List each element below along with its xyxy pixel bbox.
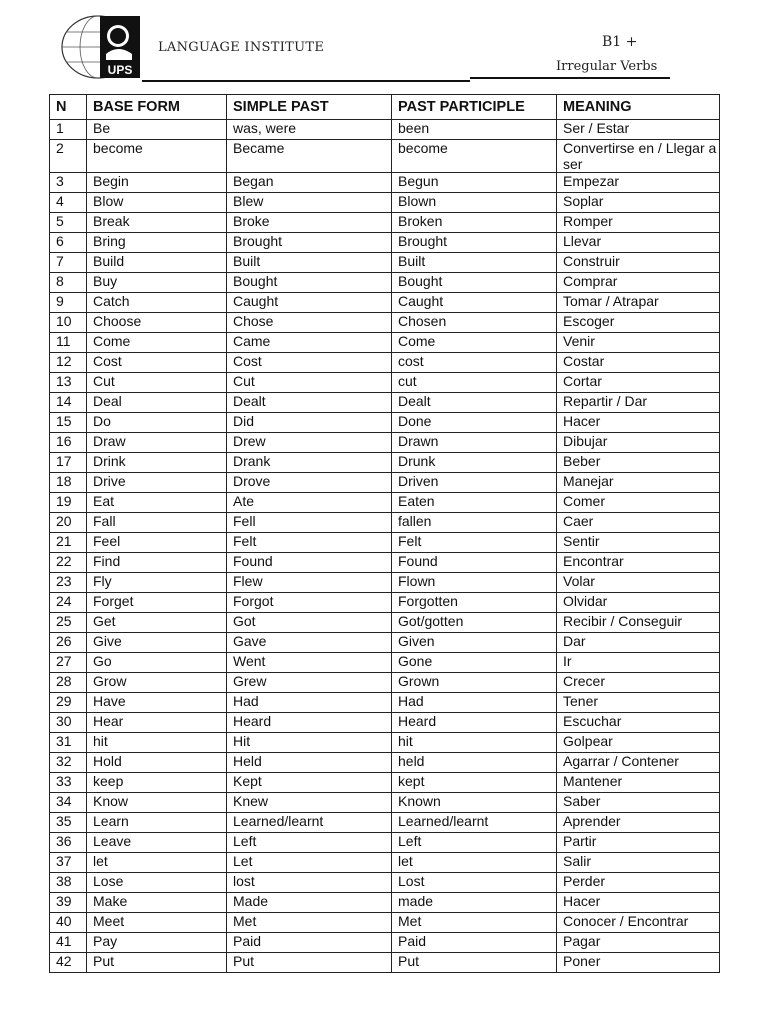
- simple-past-cell: Let: [227, 853, 392, 873]
- document-header: [0, 0, 768, 92]
- base-form-cell: Learn: [87, 813, 227, 833]
- simple-past-cell: Hit: [227, 733, 392, 753]
- table-row: [50, 373, 720, 393]
- past-participle-cell: Drunk: [392, 453, 557, 473]
- meaning-cell: Caer: [557, 513, 720, 533]
- past-participle-cell: become: [392, 140, 557, 173]
- simple-past-cell: Paid: [227, 933, 392, 953]
- simple-past-cell: Put: [227, 953, 392, 973]
- meaning-cell: Aprender: [557, 813, 720, 833]
- header-rule-right: [470, 77, 670, 79]
- row-number: 33: [50, 773, 87, 793]
- row-number: 3: [50, 173, 87, 193]
- table-row: [50, 933, 720, 953]
- past-participle-cell: Bought: [392, 273, 557, 293]
- meaning-cell: Conocer / Encontrar: [557, 913, 720, 933]
- meaning-cell: Hacer: [557, 413, 720, 433]
- table-row: [50, 473, 720, 493]
- table-row: [50, 213, 720, 233]
- simple-past-cell: Began: [227, 173, 392, 193]
- column-header-simple-past: SIMPLE PAST: [227, 95, 392, 120]
- row-number: 27: [50, 653, 87, 673]
- meaning-cell: Encontrar: [557, 553, 720, 573]
- simple-past-cell: Flew: [227, 573, 392, 593]
- meaning-cell: Venir: [557, 333, 720, 353]
- table-row: [50, 120, 720, 140]
- base-form-cell: keep: [87, 773, 227, 793]
- past-participle-cell: Put: [392, 953, 557, 973]
- meaning-cell: Mantener: [557, 773, 720, 793]
- table-row: [50, 613, 720, 633]
- header-rule: [142, 80, 470, 82]
- row-number: 38: [50, 873, 87, 893]
- base-form-cell: Cut: [87, 373, 227, 393]
- row-number: 5: [50, 213, 87, 233]
- base-form-cell: Pay: [87, 933, 227, 953]
- meaning-cell: Cortar: [557, 373, 720, 393]
- past-participle-cell: Chosen: [392, 313, 557, 333]
- simple-past-cell: Grew: [227, 673, 392, 693]
- meaning-cell: Perder: [557, 873, 720, 893]
- past-participle-cell: Lost: [392, 873, 557, 893]
- meaning-cell: Sentir: [557, 533, 720, 553]
- table-row: [50, 653, 720, 673]
- base-form-cell: Leave: [87, 833, 227, 853]
- past-participle-cell: cut: [392, 373, 557, 393]
- meaning-cell: Costar: [557, 353, 720, 373]
- past-participle-cell: Driven: [392, 473, 557, 493]
- row-number: 7: [50, 253, 87, 273]
- base-form-cell: Hold: [87, 753, 227, 773]
- meaning-cell: Ser / Estar: [557, 120, 720, 140]
- row-number: 40: [50, 913, 87, 933]
- document-subtitle: Irregular Verbs: [556, 59, 658, 74]
- base-form-cell: Blow: [87, 193, 227, 213]
- simple-past-cell: Broke: [227, 213, 392, 233]
- simple-past-cell: Became: [227, 140, 392, 173]
- base-form-cell: Buy: [87, 273, 227, 293]
- table-row: [50, 553, 720, 573]
- simple-past-cell: Felt: [227, 533, 392, 553]
- base-form-cell: Grow: [87, 673, 227, 693]
- row-number: 31: [50, 733, 87, 753]
- simple-past-cell: Caught: [227, 293, 392, 313]
- past-participle-cell: Heard: [392, 713, 557, 733]
- past-participle-cell: Felt: [392, 533, 557, 553]
- institute-name: LANGUAGE INSTITUTE: [158, 40, 325, 55]
- meaning-cell: Construir: [557, 253, 720, 273]
- meaning-cell: Golpear: [557, 733, 720, 753]
- table-row: [50, 193, 720, 213]
- simple-past-cell: Met: [227, 913, 392, 933]
- row-number: 2: [50, 140, 87, 173]
- simple-past-cell: Held: [227, 753, 392, 773]
- table-row: [50, 753, 720, 773]
- base-form-cell: Catch: [87, 293, 227, 313]
- simple-past-cell: Drew: [227, 433, 392, 453]
- meaning-cell: Repartir / Dar: [557, 393, 720, 413]
- row-number: 41: [50, 933, 87, 953]
- base-form-cell: let: [87, 853, 227, 873]
- table-row: [50, 333, 720, 353]
- table-row: [50, 593, 720, 613]
- simple-past-cell: Learned/learnt: [227, 813, 392, 833]
- past-participle-cell: Blown: [392, 193, 557, 213]
- past-participle-cell: Forgotten: [392, 593, 557, 613]
- row-number: 25: [50, 613, 87, 633]
- base-form-cell: Fall: [87, 513, 227, 533]
- simple-past-cell: Went: [227, 653, 392, 673]
- base-form-cell: Meet: [87, 913, 227, 933]
- row-number: 42: [50, 953, 87, 973]
- past-participle-cell: Caught: [392, 293, 557, 313]
- meaning-cell: Saber: [557, 793, 720, 813]
- row-number: 4: [50, 193, 87, 213]
- meaning-cell: Escoger: [557, 313, 720, 333]
- meaning-cell: Partir: [557, 833, 720, 853]
- past-participle-cell: made: [392, 893, 557, 913]
- simple-past-cell: was, were: [227, 120, 392, 140]
- meaning-cell: Llevar: [557, 233, 720, 253]
- base-form-cell: Do: [87, 413, 227, 433]
- simple-past-cell: lost: [227, 873, 392, 893]
- base-form-cell: Find: [87, 553, 227, 573]
- past-participle-cell: Got/gotten: [392, 613, 557, 633]
- past-participle-cell: Gone: [392, 653, 557, 673]
- simple-past-cell: Chose: [227, 313, 392, 333]
- row-number: 9: [50, 293, 87, 313]
- simple-past-cell: Drank: [227, 453, 392, 473]
- table-row: [50, 813, 720, 833]
- past-participle-cell: Dealt: [392, 393, 557, 413]
- simple-past-cell: Made: [227, 893, 392, 913]
- table-row: [50, 673, 720, 693]
- row-number: 15: [50, 413, 87, 433]
- base-form-cell: Get: [87, 613, 227, 633]
- base-form-cell: Forget: [87, 593, 227, 613]
- base-form-cell: become: [87, 140, 227, 173]
- past-participle-cell: Known: [392, 793, 557, 813]
- meaning-cell: Romper: [557, 213, 720, 233]
- row-number: 30: [50, 713, 87, 733]
- past-participle-cell: cost: [392, 353, 557, 373]
- base-form-cell: Put: [87, 953, 227, 973]
- row-number: 13: [50, 373, 87, 393]
- meaning-cell: Volar: [557, 573, 720, 593]
- row-number: 22: [50, 553, 87, 573]
- table-row: [50, 293, 720, 313]
- row-number: 17: [50, 453, 87, 473]
- base-form-cell: Give: [87, 633, 227, 653]
- past-participle-cell: held: [392, 753, 557, 773]
- simple-past-cell: Heard: [227, 713, 392, 733]
- base-form-cell: Fly: [87, 573, 227, 593]
- table-body: [50, 120, 720, 973]
- meaning-cell: Comer: [557, 493, 720, 513]
- table-row: [50, 140, 720, 173]
- column-header-base-form: BASE FORM: [87, 95, 227, 120]
- row-number: 36: [50, 833, 87, 853]
- row-number: 8: [50, 273, 87, 293]
- table-row: [50, 713, 720, 733]
- meaning-cell: Beber: [557, 453, 720, 473]
- meaning-cell: Agarrar / Contener: [557, 753, 720, 773]
- base-form-cell: Bring: [87, 233, 227, 253]
- irregular-verbs-table: [49, 94, 720, 973]
- meaning-cell: Crecer: [557, 673, 720, 693]
- table-row: [50, 913, 720, 933]
- past-participle-cell: been: [392, 120, 557, 140]
- table-row: [50, 253, 720, 273]
- past-participle-cell: Met: [392, 913, 557, 933]
- simple-past-cell: Forgot: [227, 593, 392, 613]
- row-number: 12: [50, 353, 87, 373]
- meaning-cell: Dar: [557, 633, 720, 653]
- simple-past-cell: Left: [227, 833, 392, 853]
- meaning-cell: Recibir / Conseguir: [557, 613, 720, 633]
- base-form-cell: Drive: [87, 473, 227, 493]
- institute-logo: [60, 14, 142, 80]
- table-row: [50, 173, 720, 193]
- base-form-cell: Know: [87, 793, 227, 813]
- past-participle-cell: Done: [392, 413, 557, 433]
- base-form-cell: Make: [87, 893, 227, 913]
- past-participle-cell: fallen: [392, 513, 557, 533]
- past-participle-cell: Grown: [392, 673, 557, 693]
- table-row: [50, 413, 720, 433]
- table-row: [50, 833, 720, 853]
- table-row: [50, 793, 720, 813]
- row-number: 20: [50, 513, 87, 533]
- past-participle-cell: Found: [392, 553, 557, 573]
- table-row: [50, 513, 720, 533]
- simple-past-cell: Got: [227, 613, 392, 633]
- past-participle-cell: Left: [392, 833, 557, 853]
- logo-text: UPS: [107, 63, 133, 77]
- table-row: [50, 953, 720, 973]
- row-number: 37: [50, 853, 87, 873]
- base-form-cell: Eat: [87, 493, 227, 513]
- table-row: [50, 733, 720, 753]
- meaning-cell: Empezar: [557, 173, 720, 193]
- past-participle-cell: Eaten: [392, 493, 557, 513]
- simple-past-cell: Fell: [227, 513, 392, 533]
- table-row: [50, 873, 720, 893]
- table-row: [50, 393, 720, 413]
- base-form-cell: Draw: [87, 433, 227, 453]
- base-form-cell: Deal: [87, 393, 227, 413]
- table-row: [50, 693, 720, 713]
- past-participle-cell: hit: [392, 733, 557, 753]
- base-form-cell: Begin: [87, 173, 227, 193]
- row-number: 6: [50, 233, 87, 253]
- past-participle-cell: Drawn: [392, 433, 557, 453]
- past-participle-cell: Given: [392, 633, 557, 653]
- row-number: 19: [50, 493, 87, 513]
- past-participle-cell: Flown: [392, 573, 557, 593]
- base-form-cell: Have: [87, 693, 227, 713]
- row-number: 21: [50, 533, 87, 553]
- row-number: 11: [50, 333, 87, 353]
- base-form-cell: Cost: [87, 353, 227, 373]
- meaning-cell: Ir: [557, 653, 720, 673]
- row-number: 24: [50, 593, 87, 613]
- table-row: [50, 433, 720, 453]
- meaning-cell: Poner: [557, 953, 720, 973]
- table-row: [50, 573, 720, 593]
- meaning-cell: Olvidar: [557, 593, 720, 613]
- meaning-cell: Pagar: [557, 933, 720, 953]
- meaning-cell: Tener: [557, 693, 720, 713]
- simple-past-cell: Knew: [227, 793, 392, 813]
- base-form-cell: Drink: [87, 453, 227, 473]
- level-label: B1 +: [602, 34, 638, 50]
- row-number: 1: [50, 120, 87, 140]
- simple-past-cell: Did: [227, 413, 392, 433]
- simple-past-cell: Cut: [227, 373, 392, 393]
- table-row: [50, 453, 720, 473]
- table-row: [50, 353, 720, 373]
- meaning-cell: Escuchar: [557, 713, 720, 733]
- base-form-cell: Come: [87, 333, 227, 353]
- row-number: 10: [50, 313, 87, 333]
- row-number: 39: [50, 893, 87, 913]
- past-participle-cell: Learned/learnt: [392, 813, 557, 833]
- table-row: [50, 893, 720, 913]
- simple-past-cell: Drove: [227, 473, 392, 493]
- row-number: 26: [50, 633, 87, 653]
- meaning-cell: Salir: [557, 853, 720, 873]
- base-form-cell: Feel: [87, 533, 227, 553]
- row-number: 35: [50, 813, 87, 833]
- base-form-cell: Hear: [87, 713, 227, 733]
- base-form-cell: Build: [87, 253, 227, 273]
- past-participle-cell: Built: [392, 253, 557, 273]
- meaning-cell: Tomar / Atrapar: [557, 293, 720, 313]
- simple-past-cell: Built: [227, 253, 392, 273]
- row-number: 14: [50, 393, 87, 413]
- table-row: [50, 533, 720, 553]
- meaning-cell: Soplar: [557, 193, 720, 213]
- simple-past-cell: Brought: [227, 233, 392, 253]
- meaning-cell: Dibujar: [557, 433, 720, 453]
- simple-past-cell: Ate: [227, 493, 392, 513]
- simple-past-cell: Had: [227, 693, 392, 713]
- past-participle-cell: Paid: [392, 933, 557, 953]
- base-form-cell: hit: [87, 733, 227, 753]
- row-number: 23: [50, 573, 87, 593]
- past-participle-cell: kept: [392, 773, 557, 793]
- table-header-row: [50, 95, 720, 120]
- meaning-cell: Hacer: [557, 893, 720, 913]
- past-participle-cell: Brought: [392, 233, 557, 253]
- row-number: 32: [50, 753, 87, 773]
- base-form-cell: Break: [87, 213, 227, 233]
- column-header-past-participle: PAST PARTICIPLE: [392, 95, 557, 120]
- row-number: 29: [50, 693, 87, 713]
- meaning-cell: Convertirse en / Llegar a ser: [557, 140, 720, 173]
- table-row: [50, 273, 720, 293]
- meaning-cell: Manejar: [557, 473, 720, 493]
- table-row: [50, 233, 720, 253]
- past-participle-cell: Had: [392, 693, 557, 713]
- simple-past-cell: Blew: [227, 193, 392, 213]
- simple-past-cell: Kept: [227, 773, 392, 793]
- simple-past-cell: Came: [227, 333, 392, 353]
- table-row: [50, 633, 720, 653]
- past-participle-cell: let: [392, 853, 557, 873]
- table-row: [50, 493, 720, 513]
- simple-past-cell: Cost: [227, 353, 392, 373]
- table-row: [50, 313, 720, 333]
- column-header-meaning: MEANING: [557, 95, 720, 120]
- table-row: [50, 853, 720, 873]
- table-row: [50, 773, 720, 793]
- column-header-number: N: [50, 95, 87, 120]
- row-number: 34: [50, 793, 87, 813]
- simple-past-cell: Gave: [227, 633, 392, 653]
- row-number: 28: [50, 673, 87, 693]
- base-form-cell: Choose: [87, 313, 227, 333]
- base-form-cell: Lose: [87, 873, 227, 893]
- simple-past-cell: Bought: [227, 273, 392, 293]
- past-participle-cell: Begun: [392, 173, 557, 193]
- past-participle-cell: Broken: [392, 213, 557, 233]
- simple-past-cell: Found: [227, 553, 392, 573]
- simple-past-cell: Dealt: [227, 393, 392, 413]
- row-number: 16: [50, 433, 87, 453]
- meaning-cell: Comprar: [557, 273, 720, 293]
- row-number: 18: [50, 473, 87, 493]
- base-form-cell: Go: [87, 653, 227, 673]
- base-form-cell: Be: [87, 120, 227, 140]
- past-participle-cell: Come: [392, 333, 557, 353]
